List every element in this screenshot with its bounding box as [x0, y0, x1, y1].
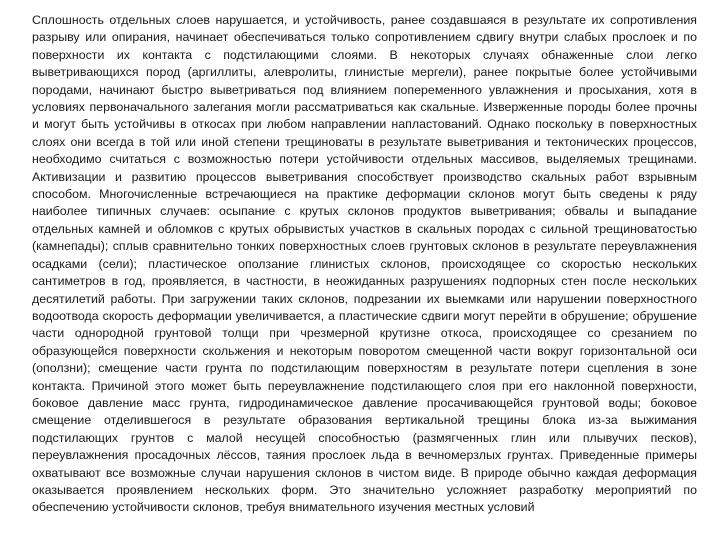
body-paragraph: Сплошность отдельных слоев нарушается, и устойчивость, ранее создавшаяся в результате их сопротивления разрыву или опирания, начинает обеспечиваться только сопротивлением сдвигу внутри слабых прослоек и по поверхности их контакта с подстилающими слоями. В некоторых случаях обнаженные слои легко выветривающихся пород (аргиллиты, алевролиты, глинистые мергели), ранее покрытые более устойчивыми породами, начинают быстро выветриваться под влиянием попеременного увлажнения и просыхания, хотя в условиях первоначального залегания могли рассматриваться как скальные. Изверженные породы более прочны и могут быть устойчивы в откосах при любом направлении напластований. Однако поскольку в поверхностных слоях они всегда в той или иной степени трещиноваты в результате выветривания и тектонических процессов, необходимо считаться с возможностью потери устойчивости отдельных массивов, выделяемых трещинами. Активизации и развитию процессов выветривания способствует производство скальных работ взрывным способом. Многочисленные встречающиеся на практике деформации склонов могут быть сведены к ряду наиболее типичных случаев: осыпание с крутых склонов продуктов выветривания; обвалы и выпадание отдельных камней и обломков с крутых обрывистых участков в скальных породах с сильной трещиноватостью (камнепады); сплыв сравнительно тонких поверхностных слоев грунтовых склонов в результате переувлажнения осадками (сели); пластическое оползание глинистых склонов, происходящее со скоростью нескольких сантиметров в год, проявляется, в частности, в неожиданных разрушениях подпорных стен после нескольких десятилетий работы. При загружении таких склонов, подрезании их выемками или нарушении поверхностного водоотвода скорость деформации увеличивается, а пластические сдвиги могут перейти в обрушение; обрушение части однородной грунтовой толщи при чрезмерной крутизне откоса, происходящее со срезанием по образующейся поверхности скольжения и некоторым поворотом смещенной части вокруг горизонтальной оси (оползни); смещение части грунта по подстилающим поверхностям в результате потери сцепления в зоне контакта. Причиной этого может быть переувлажнение подстилающего слоя при его наклонной поверхности, боковое давление масс грунта, гидродинамическое давление просачивающейся грунтовой воды; боковое смещение отделившегося в результате образования вертикальной трещины блока из-за выжимания подстилающих грунтов с малой несущей способностью (размягченных глин или плывучих песков), переувлажнения просадочных лёссов, таяния прослоек льда в вечномерзлых грунтах. Приведенные примеры охватывают все возможные случаи нарушения склонов в чистом виде. В природе обычно каждая деформация оказывается проявлением нескольких форм. Это значительно усложняет разработку мероприятий по обеспечению устойчивости склонов, требуя внимательного изучения местных условий [32, 13, 697, 515]
